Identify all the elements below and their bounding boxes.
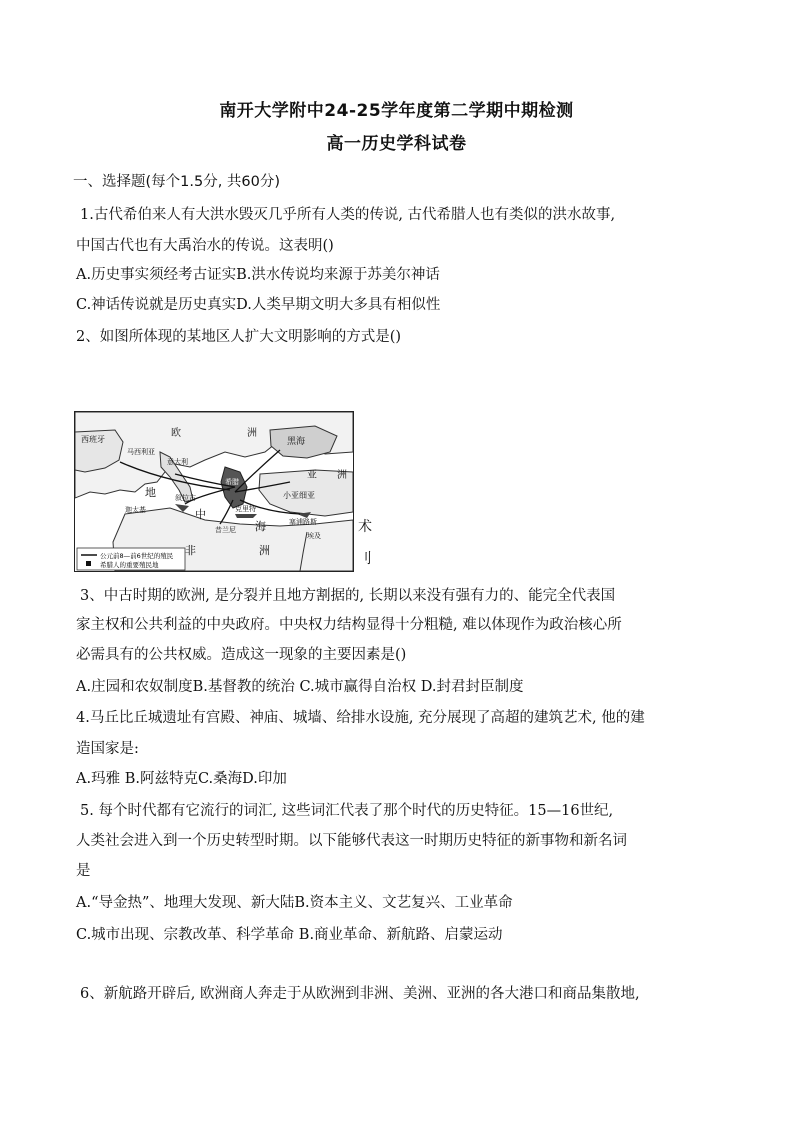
question-1-stem-line2: 中国古代也有大禹治水的传说。这表明() bbox=[76, 238, 334, 254]
question-3-stem-line2: 家主权和公共利益的中央政府。中央权力结构显得十分粗糙, 难以体现作为政治核心所 bbox=[76, 617, 622, 633]
question-5-options-cd: C.城市出现、宗教改革、科学革命 B.商业革命、新航路、启蒙运动 bbox=[76, 927, 503, 943]
map-label-greece: 希腊 bbox=[225, 478, 239, 486]
map-label-egypt: 埃及 bbox=[307, 532, 321, 540]
map-label-cyprus: 塞浦路斯 bbox=[289, 518, 317, 526]
map-label-cyrene: 昔兰尼 bbox=[215, 526, 236, 534]
question-6-stem-line1: 6、新航路开辟后, 欧洲商人奔走于从欧洲到非洲、美洲、亚洲的各大港口和商品集散地, bbox=[80, 986, 640, 1002]
map-label-crete: 克里特 bbox=[235, 505, 256, 513]
question-5-stem-line1: 5. 每个时代都有它流行的词汇, 这些词汇代表了那个时代的历史特征。15—16世纪, bbox=[80, 803, 614, 819]
map-label-africa-2: 洲 bbox=[259, 544, 270, 557]
map-label-spain: 西班牙 bbox=[81, 435, 105, 444]
question-3-options: A.庄园和农奴制度B.基督教的统治 C.城市赢得自治权 D.封君封臣制度 bbox=[76, 679, 524, 695]
map-label-sea-3: 海 bbox=[255, 520, 266, 533]
question-5-stem-line2: 人类社会进入到一个历史转型时期。以下能够代表这一时期历史特征的新事物和新名词 bbox=[76, 833, 627, 849]
crete-island bbox=[235, 514, 257, 518]
question-3-stem-line3: 必需具有的公共权威。造成这一现象的主要因素是() bbox=[76, 647, 407, 663]
map-label-massilia: 马西利亚 bbox=[127, 448, 155, 456]
question-5-options-ab: A.“导金热”、地理大发现、新大陆B.资本主义、文艺复兴、工业革命 bbox=[76, 895, 513, 911]
map-label-sea-2: 中 bbox=[195, 508, 206, 521]
map-side-mark-1: 术 bbox=[358, 519, 372, 535]
map-label-europe-1: 欧 bbox=[171, 428, 181, 439]
question-5-stem-line3: 是 bbox=[76, 863, 91, 879]
map-side-mark-2: 刂 bbox=[358, 551, 372, 567]
question-1-options-ab: A.历史事实须经考古证实B.洪水传说均来源于苏美尔神话 bbox=[76, 267, 440, 283]
greek-colonization-map bbox=[74, 411, 354, 572]
map-label-italy: 意大利 bbox=[167, 458, 188, 466]
question-2-stem: 2、如图所体现的某地区人扩大文明影响的方式是() bbox=[76, 329, 402, 345]
question-4-stem-line1: 4.马丘比丘城遗址有宫殿、神庙、城墙、给排水设施, 充分展现了高超的建筑艺术, 他的建 bbox=[76, 710, 645, 726]
map-legend bbox=[77, 548, 185, 570]
exam-title: 南开大学附中24-25学年度第二学期中期检测 bbox=[219, 101, 574, 121]
question-3-stem-line1: 3、中古时期的欧洲, 是分裂并且地方割据的, 长期以来没有强有力的、能完全代表国 bbox=[80, 588, 616, 604]
map-label-syracuse: 叙拉古 bbox=[175, 494, 196, 502]
legend-colony: 希腊人的重要殖民地 bbox=[100, 561, 159, 569]
map-label-sea-1: 地 bbox=[145, 486, 156, 499]
question-1-stem-line1: 1.古代希伯来人有大洪水毁灭几乎所有人类的传说, 古代希腊人也有类似的洪水故事, bbox=[80, 207, 616, 223]
map-label-carthage: 迦太基 bbox=[125, 506, 146, 514]
section-heading: 一、选择题(每个1.5分, 共60分) bbox=[73, 174, 281, 190]
map-label-asia-1: 亚 bbox=[307, 470, 317, 481]
question-4-stem-line2: 造国家是: bbox=[76, 741, 139, 757]
question-1-options-cd: C.神话传说就是历史真实D.人类早期文明大多具有相似性 bbox=[76, 297, 441, 313]
map-label-black-sea: 黑海 bbox=[287, 437, 306, 447]
map-label-asia-minor: 小亚细亚 bbox=[283, 491, 315, 500]
question-4-options: A.玛雅 B.阿兹特克C.桑海D.印加 bbox=[76, 771, 287, 787]
map-label-asia-2: 洲 bbox=[337, 470, 347, 481]
map-label-europe-2: 洲 bbox=[247, 428, 257, 439]
map-label-africa-1: 非 bbox=[185, 544, 196, 557]
exam-subtitle: 高一历史学科试卷 bbox=[326, 134, 467, 154]
map-figure bbox=[75, 412, 353, 571]
legend-route: 公元前8—前6世纪的殖民 bbox=[100, 552, 174, 560]
